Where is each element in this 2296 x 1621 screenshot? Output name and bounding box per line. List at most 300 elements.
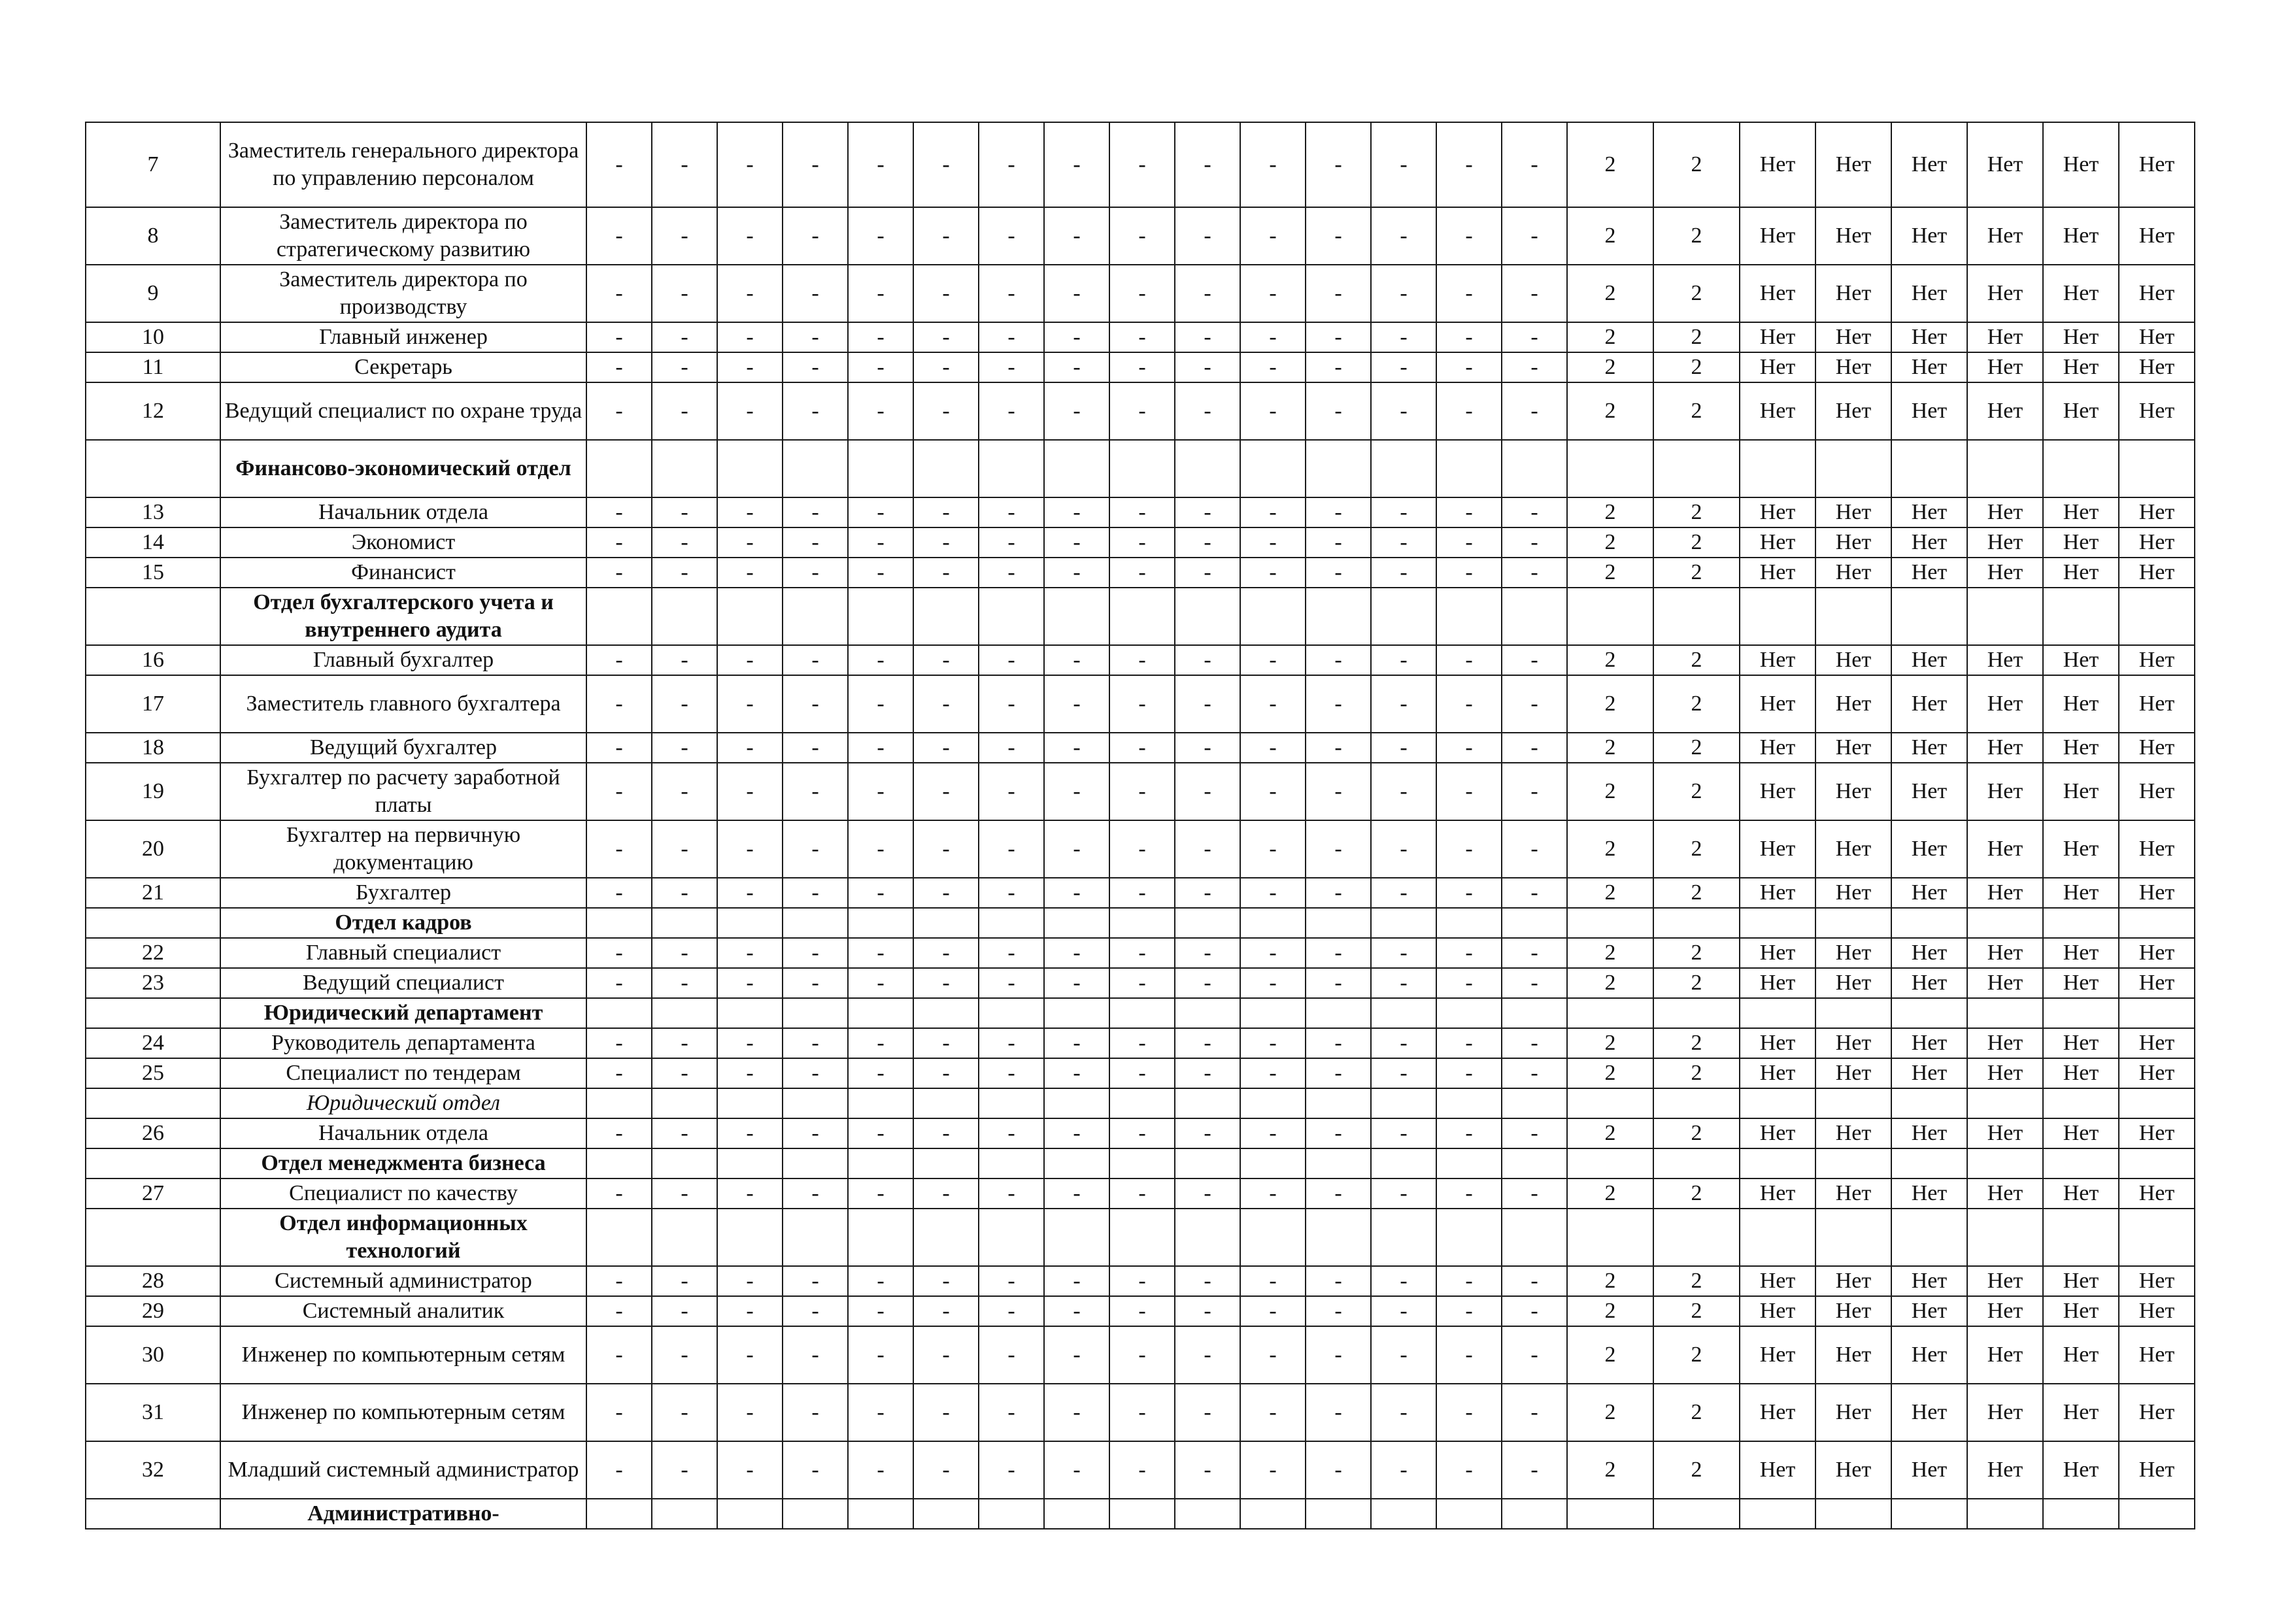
dash-cell: - [1306, 1178, 1371, 1209]
staff-table [85, 122, 2195, 1529]
answer-cell: Нет [1815, 382, 1891, 440]
empty-cell [848, 998, 913, 1028]
row-number: 23 [86, 968, 220, 998]
empty-cell [979, 1088, 1044, 1118]
section-title: Юридический отдел [220, 1088, 586, 1118]
position-name: Заместитель директора по производству [220, 265, 586, 322]
dash-cell: - [1306, 1118, 1371, 1148]
value-cell: 2 [1567, 1326, 1653, 1384]
section-row [86, 1209, 2195, 1266]
dash-cell: - [783, 527, 848, 558]
empty-cell [1109, 998, 1175, 1028]
dash-cell: - [717, 527, 783, 558]
dash-cell: - [913, 1118, 979, 1148]
empty-cell [1306, 998, 1371, 1028]
dash-cell: - [1240, 1118, 1306, 1148]
position-name: Экономист [220, 527, 586, 558]
dash-cell: - [1371, 352, 1436, 382]
value-cell: 2 [1567, 527, 1653, 558]
dash-cell: - [1306, 763, 1371, 820]
dash-cell: - [1306, 878, 1371, 908]
empty-cell [1044, 1148, 1109, 1178]
dash-cell: - [1306, 645, 1371, 675]
empty-cell [1371, 1209, 1436, 1266]
row-number: 16 [86, 645, 220, 675]
empty-cell [913, 1148, 979, 1178]
empty-cell [1740, 998, 1815, 1028]
table-row [86, 352, 2195, 382]
answer-cell: Нет [1740, 1384, 1815, 1441]
answer-cell: Нет [1740, 820, 1815, 878]
empty-cell [717, 908, 783, 938]
empty-cell [586, 1209, 652, 1266]
empty-cell [913, 998, 979, 1028]
value-cell: 2 [1567, 1118, 1653, 1148]
empty-cell [586, 1088, 652, 1118]
dash-cell: - [717, 645, 783, 675]
answer-cell: Нет [1891, 265, 1967, 322]
dash-cell: - [1306, 1326, 1371, 1384]
empty-cell [848, 1499, 913, 1529]
dash-cell: - [1371, 322, 1436, 352]
empty-cell [1567, 588, 1653, 645]
answer-cell: Нет [1891, 527, 1967, 558]
empty-cell [1967, 440, 2043, 497]
dash-cell: - [586, 675, 652, 733]
dash-cell: - [1371, 820, 1436, 878]
dash-cell: - [913, 1441, 979, 1499]
value-cell: 2 [1653, 207, 1740, 265]
dash-cell: - [1109, 497, 1175, 527]
empty-cell [1502, 908, 1567, 938]
dash-cell: - [1175, 1384, 1240, 1441]
empty-cell [783, 1148, 848, 1178]
dash-cell: - [1436, 733, 1502, 763]
dash-cell: - [1371, 1384, 1436, 1441]
empty-cell [1436, 1209, 1502, 1266]
position-name: Секретарь [220, 352, 586, 382]
row-number: 24 [86, 1028, 220, 1058]
dash-cell: - [1175, 1296, 1240, 1326]
empty-cell [979, 1148, 1044, 1178]
answer-cell: Нет [1967, 527, 2043, 558]
dash-cell: - [717, 1058, 783, 1088]
dash-cell: - [979, 675, 1044, 733]
empty-cell [1653, 1088, 1740, 1118]
dash-cell: - [848, 265, 913, 322]
table-row [86, 527, 2195, 558]
dash-cell: - [1175, 1178, 1240, 1209]
empty-cell [783, 908, 848, 938]
dash-cell: - [717, 382, 783, 440]
dash-cell: - [783, 1441, 848, 1499]
position-name: Главный бухгалтер [220, 645, 586, 675]
empty-cell [848, 440, 913, 497]
table-row [86, 968, 2195, 998]
empty-cell [1109, 1148, 1175, 1178]
dash-cell: - [848, 497, 913, 527]
dash-cell: - [1306, 265, 1371, 322]
dash-cell: - [979, 1118, 1044, 1148]
dash-cell: - [783, 122, 848, 207]
dash-cell: - [1175, 497, 1240, 527]
empty-cell [586, 440, 652, 497]
answer-cell: Нет [2043, 207, 2119, 265]
empty-cell [1175, 1209, 1240, 1266]
answer-cell: Нет [2043, 122, 2119, 207]
value-cell: 2 [1653, 265, 1740, 322]
dash-cell: - [586, 352, 652, 382]
dash-cell: - [848, 1441, 913, 1499]
dash-cell: - [652, 1326, 717, 1384]
position-name: Главный инженер [220, 322, 586, 352]
dash-cell: - [586, 1384, 652, 1441]
dash-cell: - [979, 938, 1044, 968]
value-cell: 2 [1567, 207, 1653, 265]
empty-cell [652, 1088, 717, 1118]
dash-cell: - [1175, 938, 1240, 968]
dash-cell: - [586, 1326, 652, 1384]
dash-cell: - [1306, 1028, 1371, 1058]
table-row [86, 1028, 2195, 1058]
dash-cell: - [717, 265, 783, 322]
dash-cell: - [913, 1266, 979, 1296]
dash-cell: - [1371, 558, 1436, 588]
dash-cell: - [1502, 558, 1567, 588]
dash-cell: - [1044, 733, 1109, 763]
dash-cell: - [1502, 878, 1567, 908]
dash-cell: - [848, 733, 913, 763]
row-number-cell [86, 1148, 220, 1178]
dash-cell: - [1371, 1028, 1436, 1058]
empty-cell [652, 1148, 717, 1178]
dash-cell: - [848, 207, 913, 265]
position-name: Инженер по компьютерным сетям [220, 1384, 586, 1441]
dash-cell: - [586, 207, 652, 265]
answer-cell: Нет [1891, 497, 1967, 527]
dash-cell: - [1436, 938, 1502, 968]
empty-cell [1436, 440, 1502, 497]
dash-cell: - [979, 322, 1044, 352]
dash-cell: - [783, 763, 848, 820]
dash-cell: - [717, 733, 783, 763]
answer-cell: Нет [1967, 938, 2043, 968]
value-cell: 2 [1567, 122, 1653, 207]
answer-cell: Нет [2043, 1441, 2119, 1499]
answer-cell: Нет [2043, 763, 2119, 820]
dash-cell: - [1044, 938, 1109, 968]
dash-cell: - [848, 527, 913, 558]
dash-cell: - [1044, 1441, 1109, 1499]
empty-cell [1044, 440, 1109, 497]
row-number: 27 [86, 1178, 220, 1209]
dash-cell: - [717, 322, 783, 352]
answer-cell: Нет [2043, 645, 2119, 675]
answer-cell: Нет [1740, 207, 1815, 265]
answer-cell: Нет [1967, 645, 2043, 675]
dash-cell: - [1502, 382, 1567, 440]
dash-cell: - [1044, 968, 1109, 998]
answer-cell: Нет [1967, 1028, 2043, 1058]
dash-cell: - [1044, 352, 1109, 382]
answer-cell: Нет [1815, 1441, 1891, 1499]
dash-cell: - [1306, 675, 1371, 733]
empty-cell [1653, 1148, 1740, 1178]
dash-cell: - [1109, 1384, 1175, 1441]
dash-cell: - [1109, 675, 1175, 733]
position-name: Ведущий специалист [220, 968, 586, 998]
value-cell: 2 [1653, 122, 1740, 207]
dash-cell: - [1502, 1326, 1567, 1384]
dash-cell: - [586, 968, 652, 998]
dash-cell: - [1175, 645, 1240, 675]
dash-cell: - [1502, 1384, 1567, 1441]
empty-cell [2043, 908, 2119, 938]
answer-cell: Нет [1740, 527, 1815, 558]
position-name: Бухгалтер по расчету заработной платы [220, 763, 586, 820]
row-number: 32 [86, 1441, 220, 1499]
dash-cell: - [1306, 322, 1371, 352]
answer-cell: Нет [1740, 733, 1815, 763]
answer-cell: Нет [1740, 1028, 1815, 1058]
dash-cell: - [979, 497, 1044, 527]
value-cell: 2 [1567, 1028, 1653, 1058]
empty-cell [1175, 1499, 1240, 1529]
empty-cell [1240, 588, 1306, 645]
value-cell: 2 [1567, 733, 1653, 763]
section-title: Отдел кадров [220, 908, 586, 938]
answer-cell: Нет [2043, 382, 2119, 440]
table-row [86, 382, 2195, 440]
empty-cell [1175, 588, 1240, 645]
empty-cell [652, 998, 717, 1028]
answer-cell: Нет [1967, 1118, 2043, 1148]
dash-cell: - [1044, 1058, 1109, 1088]
answer-cell: Нет [1740, 1118, 1815, 1148]
empty-cell [586, 1499, 652, 1529]
answer-cell: Нет [2043, 1296, 2119, 1326]
dash-cell: - [1175, 820, 1240, 878]
dash-cell: - [848, 382, 913, 440]
dash-cell: - [913, 265, 979, 322]
dash-cell: - [913, 1058, 979, 1088]
table-row [86, 675, 2195, 733]
position-name: Начальник отдела [220, 1118, 586, 1148]
position-name: Младший системный администратор [220, 1441, 586, 1499]
empty-cell [1653, 998, 1740, 1028]
dash-cell: - [848, 938, 913, 968]
dash-cell: - [1436, 558, 1502, 588]
dash-cell: - [979, 820, 1044, 878]
dash-cell: - [848, 820, 913, 878]
answer-cell: Нет [1891, 207, 1967, 265]
empty-cell [1502, 588, 1567, 645]
dash-cell: - [1371, 1178, 1436, 1209]
dash-cell: - [1306, 382, 1371, 440]
dash-cell: - [1371, 1296, 1436, 1326]
answer-cell: Нет [1891, 675, 1967, 733]
answer-cell: Нет [1815, 1178, 1891, 1209]
dash-cell: - [1502, 938, 1567, 968]
answer-cell: Нет [1967, 1058, 2043, 1088]
dash-cell: - [783, 497, 848, 527]
empty-cell [1502, 1148, 1567, 1178]
answer-cell: Нет [1740, 382, 1815, 440]
table-row [86, 733, 2195, 763]
section-title: Отдел бухгалтерского учета и внутреннего аудита [220, 588, 586, 645]
dash-cell: - [1240, 1178, 1306, 1209]
dash-cell: - [1436, 122, 1502, 207]
answer-cell: Нет [1815, 1028, 1891, 1058]
empty-cell [1436, 1088, 1502, 1118]
dash-cell: - [1240, 878, 1306, 908]
answer-cell: Нет [1967, 322, 2043, 352]
answer-cell: Нет [1740, 1058, 1815, 1088]
answer-cell: Нет [1891, 1058, 1967, 1088]
dash-cell: - [652, 1266, 717, 1296]
answer-cell: Нет [2043, 938, 2119, 968]
dash-cell: - [1306, 1441, 1371, 1499]
empty-cell [1815, 1209, 1891, 1266]
row-number-cell [86, 1499, 220, 1529]
row-number-cell [86, 440, 220, 497]
answer-cell: Нет [2119, 1384, 2195, 1441]
dash-cell: - [848, 122, 913, 207]
value-cell: 2 [1653, 1266, 1740, 1296]
answer-cell: Нет [1891, 1118, 1967, 1148]
dash-cell: - [1044, 645, 1109, 675]
dash-cell: - [1502, 527, 1567, 558]
dash-cell: - [652, 968, 717, 998]
value-cell: 2 [1567, 497, 1653, 527]
dash-cell: - [848, 1118, 913, 1148]
empty-cell [913, 908, 979, 938]
dash-cell: - [1240, 497, 1306, 527]
dash-cell: - [717, 352, 783, 382]
answer-cell: Нет [1740, 968, 1815, 998]
answer-cell: Нет [2119, 878, 2195, 908]
dash-cell: - [979, 1384, 1044, 1441]
dash-cell: - [652, 1028, 717, 1058]
table-row [86, 1384, 2195, 1441]
answer-cell: Нет [1891, 1296, 1967, 1326]
dash-cell: - [652, 382, 717, 440]
row-number: 14 [86, 527, 220, 558]
value-cell: 2 [1567, 820, 1653, 878]
dash-cell: - [848, 878, 913, 908]
answer-cell: Нет [1891, 1178, 1967, 1209]
table-row [86, 1326, 2195, 1384]
empty-cell [2043, 440, 2119, 497]
answer-cell: Нет [2043, 527, 2119, 558]
answer-cell: Нет [2043, 1178, 2119, 1209]
dash-cell: - [1240, 352, 1306, 382]
dash-cell: - [1240, 1326, 1306, 1384]
dash-cell: - [783, 382, 848, 440]
dash-cell: - [1175, 322, 1240, 352]
value-cell: 2 [1653, 1058, 1740, 1088]
answer-cell: Нет [1740, 763, 1815, 820]
dash-cell: - [1240, 207, 1306, 265]
empty-cell [1306, 908, 1371, 938]
dash-cell: - [783, 645, 848, 675]
dash-cell: - [1109, 820, 1175, 878]
answer-cell: Нет [1967, 352, 2043, 382]
dash-cell: - [1371, 938, 1436, 968]
answer-cell: Нет [2043, 497, 2119, 527]
position-name: Бухгалтер [220, 878, 586, 908]
dash-cell: - [1044, 558, 1109, 588]
dash-cell: - [1436, 820, 1502, 878]
dash-cell: - [1371, 497, 1436, 527]
answer-cell: Нет [1891, 1326, 1967, 1384]
answer-cell: Нет [2043, 558, 2119, 588]
dash-cell: - [1044, 1296, 1109, 1326]
dash-cell: - [783, 1058, 848, 1088]
dash-cell: - [913, 558, 979, 588]
answer-cell: Нет [2119, 207, 2195, 265]
empty-cell [2043, 1209, 2119, 1266]
empty-cell [1567, 1148, 1653, 1178]
dash-cell: - [652, 763, 717, 820]
dash-cell: - [783, 1384, 848, 1441]
dash-cell: - [1436, 322, 1502, 352]
value-cell: 2 [1567, 938, 1653, 968]
answer-cell: Нет [2043, 1028, 2119, 1058]
dash-cell: - [1306, 968, 1371, 998]
answer-cell: Нет [2043, 820, 2119, 878]
answer-cell: Нет [1967, 558, 2043, 588]
dash-cell: - [913, 645, 979, 675]
dash-cell: - [717, 207, 783, 265]
empty-cell [1502, 1088, 1567, 1118]
empty-cell [1371, 908, 1436, 938]
answer-cell: Нет [1740, 1296, 1815, 1326]
dash-cell: - [1436, 1118, 1502, 1148]
dash-cell: - [979, 1266, 1044, 1296]
dash-cell: - [1175, 207, 1240, 265]
empty-cell [1240, 1499, 1306, 1529]
empty-cell [1371, 1148, 1436, 1178]
empty-cell [2043, 1499, 2119, 1529]
dash-cell: - [652, 527, 717, 558]
dash-cell: - [913, 1178, 979, 1209]
dash-cell: - [717, 122, 783, 207]
answer-cell: Нет [2119, 1326, 2195, 1384]
dash-cell: - [1306, 527, 1371, 558]
dash-cell: - [1502, 1118, 1567, 1148]
empty-cell [2119, 1088, 2195, 1118]
value-cell: 2 [1567, 1441, 1653, 1499]
dash-cell: - [913, 878, 979, 908]
dash-cell: - [652, 265, 717, 322]
answer-cell: Нет [2043, 1266, 2119, 1296]
dash-cell: - [913, 352, 979, 382]
empty-cell [1371, 1088, 1436, 1118]
dash-cell: - [652, 1178, 717, 1209]
dash-cell: - [848, 763, 913, 820]
answer-cell: Нет [2119, 733, 2195, 763]
empty-cell [586, 1148, 652, 1178]
empty-cell [1567, 1499, 1653, 1529]
empty-cell [652, 588, 717, 645]
row-number: 30 [86, 1326, 220, 1384]
answer-cell: Нет [1967, 122, 2043, 207]
answer-cell: Нет [1740, 352, 1815, 382]
dash-cell: - [1502, 1441, 1567, 1499]
dash-cell: - [1175, 733, 1240, 763]
section-row [86, 908, 2195, 938]
